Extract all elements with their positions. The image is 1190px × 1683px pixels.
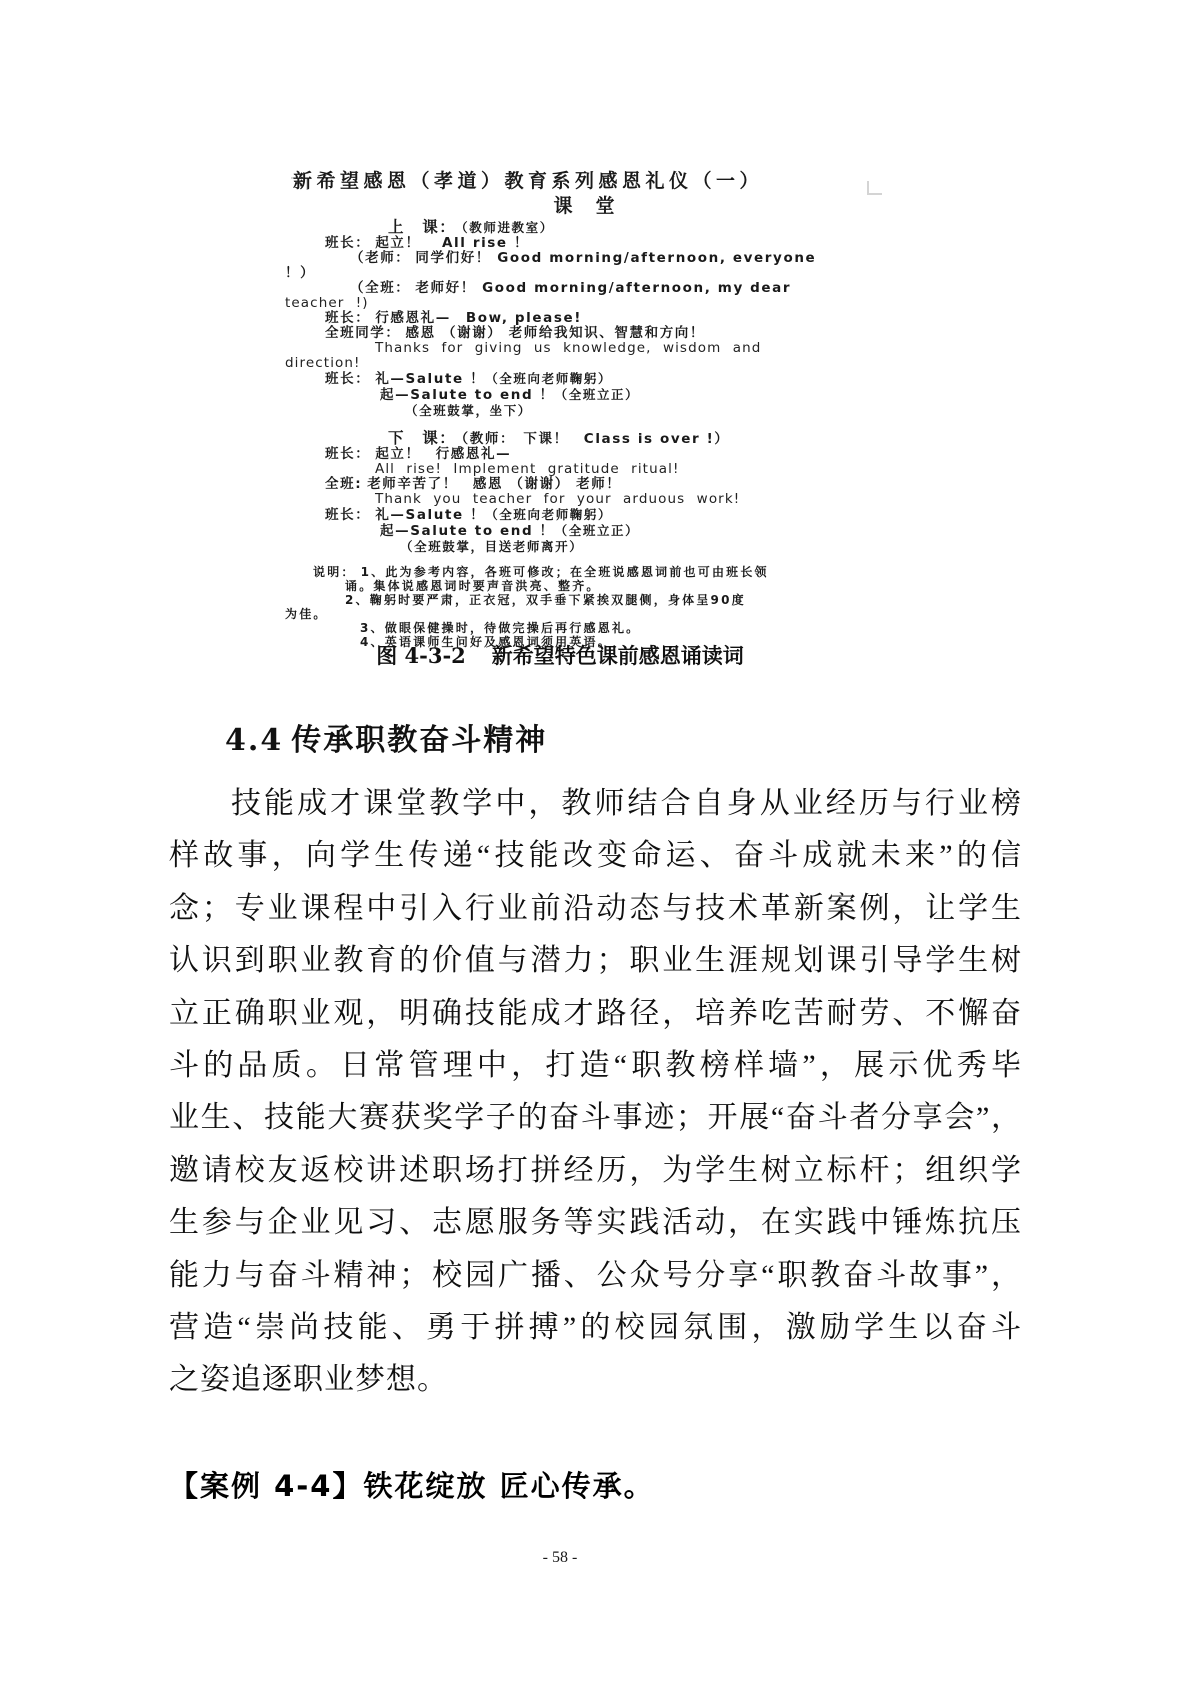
figure-line: 全班同学： 感恩 （谢谢） 老师给我知识、智慧和方向！ [325,325,705,341]
figure-title: 新希望感恩（孝道）教育系列感恩礼仪（一） [293,170,764,192]
figure-line: 起—Salute to end ！（全班立正） [380,523,640,539]
figure-line: 班长： 礼—Salute ！（全班向老师鞠躬） [325,371,613,387]
figure-line: （老师： 同学们好！ Good morning/afternoon, everyone [350,250,817,266]
body-line: 样故事，向学生传递“技能改变命运、奋斗成就未来”的信 [169,839,1022,873]
figure-caption [100,640,1020,670]
body-line: 立正确职业观，明确技能成才路径，培养吃苦耐劳、不懈奋 [169,996,1022,1030]
figure-note-line: 2、鞠躬时要严肃，正衣冠，双手垂下紧挨双腿侧，身体呈90度 [345,593,746,607]
figure-line: 班长： 起立！ 行感恩礼— [325,446,512,462]
body-line: 斗的品质。日常管理中，打造“职教榜样墙”，展示优秀毕 [169,1048,1022,1082]
body-line: 生参与企业见习、志愿服务等实践活动，在实践中锤炼抗压 [169,1206,1022,1240]
figure-line: direction! [285,355,361,371]
figure-note-line: 为佳。 [285,607,328,621]
figure-caption-number: 图 4-3-2 [376,643,466,668]
figure-note-line: 4、英语课师生问好及感恩词须用英语。 [360,635,612,649]
page-number: - 58 - [542,1549,578,1566]
figure-line: 全班: 老师辛苦了！ 感恩 （谢谢） 老师！ [325,476,622,492]
body-line: 技能成才课堂教学中，教师结合自身从业经历与行业榜 [231,787,1022,820]
section-title: 传承职教奋斗精神 [291,723,548,758]
figure-note-line: 诵。集体说感恩词时要声音洪亮、整齐。 [345,579,601,593]
figure-line: All rise! Implement gratitude ritual! [375,461,680,477]
figure-gratitude-script-image [285,168,925,649]
figure-line: 上 课： （教师进教室） [388,218,554,236]
body-paragraph [169,778,1022,1407]
figure-line: Thanks for giving us knowledge, wisdom and [375,340,762,356]
section-heading [225,720,547,762]
figure-line: （全班： 老师好！ Good morning/afternoon, my dear [350,280,792,296]
body-line: 认识到职业教育的价值与潜力；职业生涯规划课引导学生树 [169,944,1022,978]
body-line: 邀请校友返校讲述职场打拼经历，为学生树立标杆；组织学 [169,1153,1022,1187]
figure-note-line: 说明： 1、此为参考内容，各班可修改；在全班说感恩词前也可由班长领 [313,565,769,579]
figure-caption-text: 新希望特色课前感恩诵读词 [491,643,744,668]
case-heading: 【案例 4-4】铁花绽放 匠心传承。 [169,1469,655,1503]
figure-line: ！） [285,265,316,281]
figure-line: 班长： 起立！ All rise ！ [325,235,530,251]
figure-line: （全班鼓掌，坐下） [405,403,532,418]
body-line: 能力与奋斗精神；校园广播、公众号分享“职教奋斗故事”， [169,1258,1022,1292]
figure-line: 下 课： （教师： 下课！ Class is over !） [388,429,730,447]
figure-line: 班长： 礼—Salute ！（全班向老师鞠躬） [325,507,613,523]
figure-line: （全班鼓掌，目送老师离开） [400,539,584,554]
figure-line: 班长： 行感恩礼— Bow, please! [325,310,583,326]
body-line: 业生、技能大赛获奖学子的奋斗事迹；开展“奋斗者分享会”， [169,1101,1022,1135]
body-line: 营造“崇尚技能、勇于拼搏”的校园氛围，激励学生以奋斗 [169,1310,1022,1344]
figure-subtitle-classroom: 课 堂 [553,195,617,217]
figure-line: 起—Salute to end ！（全班立正） [380,387,640,403]
figure-line: teacher !) [285,295,369,311]
body-line: 之姿追逐职业梦想。 [169,1363,448,1397]
section-number: 4.4 [225,723,284,758]
body-line: 念；专业课程中引入行业前沿动态与技术革新案例，让学生 [169,891,1022,925]
figure-note-line: 3、做眼保健操时，待做完操后再行感恩礼。 [360,621,641,635]
figure-line: Thank you teacher for your arduous work! [375,491,741,507]
